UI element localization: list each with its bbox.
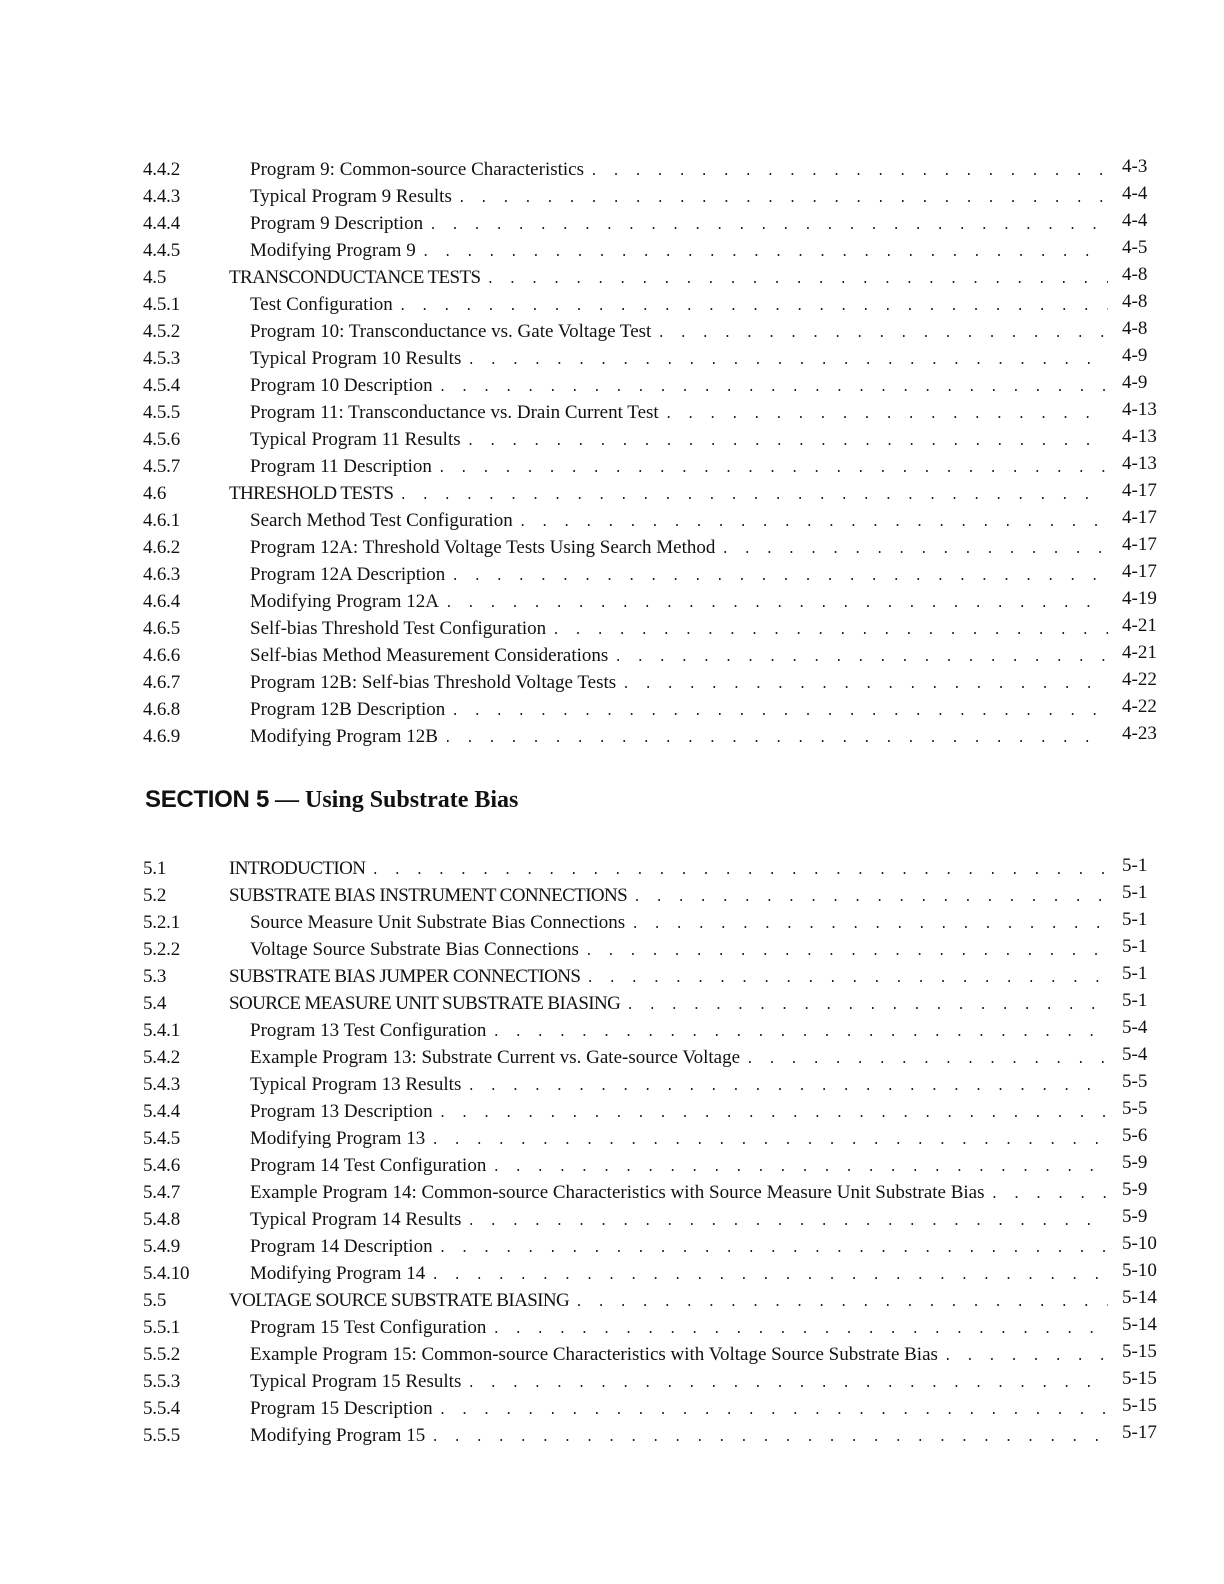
dot-leader (399, 293, 1108, 318)
dot-leader (590, 158, 1108, 183)
dot-leader (614, 644, 1108, 669)
toc-entry-title: Typical Program 14 Results (250, 1206, 467, 1233)
dot-leader (665, 401, 1108, 426)
toc-entry-title: Program 15 Description (250, 1395, 439, 1422)
toc-entry (0, 1017, 1224, 1044)
toc-entry-number: 5.4.4 (143, 1101, 181, 1122)
toc-entry (0, 372, 1224, 399)
toc-entry-title-wrap (229, 990, 1108, 1017)
toc-entry-number: 5.4.3 (143, 1074, 181, 1095)
toc-entry (0, 1179, 1224, 1206)
toc-entry-page: 5-5 (1122, 1098, 1148, 1119)
toc-entry-title: Typical Program 11 Results (250, 426, 467, 453)
toc-entry-page: 5-10 (1122, 1233, 1157, 1254)
toc-entry-title-wrap (250, 1017, 1108, 1044)
toc-entry-title-wrap (250, 210, 1108, 237)
toc-entry-number: 4.5.6 (143, 429, 181, 450)
toc-entry-title-wrap (250, 1395, 1108, 1422)
toc-entry (0, 1395, 1224, 1422)
toc-entry-number: 4.4.2 (143, 159, 181, 180)
toc-entry (0, 426, 1224, 453)
toc-entry-number: 5.5.2 (143, 1344, 181, 1365)
dot-leader (439, 1397, 1108, 1422)
toc-entry-title: Self-bias Threshold Test Configuration (250, 615, 552, 642)
dot-leader (585, 938, 1108, 963)
toc-entry-title: Program 11: Transconductance vs. Drain Current Test (250, 399, 665, 426)
toc-entry-page: 5-9 (1122, 1206, 1148, 1227)
dot-leader (445, 590, 1108, 615)
toc-entry-title-wrap (250, 1314, 1108, 1341)
section-5-label: SECTION 5 (145, 786, 269, 813)
toc-entry-number: 5.4.7 (143, 1182, 181, 1203)
toc-entry (0, 183, 1224, 210)
toc-entry-title-wrap (250, 399, 1108, 426)
toc-entry-page: 5-1 (1122, 909, 1148, 930)
toc-entry-page: 5-15 (1122, 1395, 1157, 1416)
toc-entry-title-wrap (250, 1260, 1108, 1287)
dot-leader (633, 884, 1108, 909)
toc-entry-page: 4-23 (1122, 723, 1157, 744)
dot-leader (467, 1370, 1108, 1395)
toc-entry (0, 237, 1224, 264)
toc-entry-number: 4.5.5 (143, 402, 181, 423)
toc-entry (0, 990, 1224, 1017)
toc-entry-page: 5-15 (1122, 1341, 1157, 1362)
dot-leader (492, 1019, 1108, 1044)
toc-entry-title-wrap (250, 1098, 1108, 1125)
toc-entry-number: 4.6.2 (143, 537, 181, 558)
toc-entry-page: 5-1 (1122, 855, 1148, 876)
toc-entry (0, 1260, 1224, 1287)
toc-entry-number: 5.4.8 (143, 1209, 181, 1230)
toc-entry-title: Modifying Program 12B (250, 723, 444, 750)
toc-entry-page: 4-17 (1122, 480, 1157, 501)
toc-entry (0, 1044, 1224, 1071)
dot-leader (991, 1181, 1108, 1206)
dot-leader (399, 482, 1108, 507)
toc-entry-title-wrap (250, 237, 1108, 264)
dot-leader (586, 965, 1108, 990)
toc-entry-number: 4.5.1 (143, 294, 181, 315)
toc-entry-title: Typical Program 9 Results (250, 183, 458, 210)
toc-entry-number: 5.3 (143, 966, 167, 987)
toc-entry-title-wrap (250, 1368, 1108, 1395)
toc-entry (0, 615, 1224, 642)
dot-leader (451, 698, 1108, 723)
toc-entry-number: 4.6.5 (143, 618, 181, 639)
dot-leader (467, 1208, 1108, 1233)
toc-entry-number: 5.5.5 (143, 1425, 181, 1446)
toc-entry-title: TRANSCONDUCTANCE TESTS (229, 264, 486, 291)
toc-entry-title-wrap (250, 588, 1108, 615)
dot-leader (746, 1046, 1108, 1071)
toc-entry-title: Modifying Program 9 (250, 237, 422, 264)
toc-entry-page: 4-8 (1122, 264, 1148, 285)
toc-entry-title: SUBSTRATE BIAS JUMPER CONNECTIONS (229, 963, 586, 990)
dot-leader (944, 1343, 1108, 1368)
toc-entry (0, 1152, 1224, 1179)
section-5-dash: — (275, 787, 299, 813)
toc-entry-title: Typical Program 15 Results (250, 1368, 467, 1395)
toc-entry-title: Example Program 14: Common-source Characteristics with Source Measure Unit Substrate Bias (250, 1179, 991, 1206)
toc-entry-title: Voltage Source Substrate Bias Connections (250, 936, 585, 963)
toc-entry-title-wrap (229, 963, 1108, 990)
toc-entry (0, 963, 1224, 990)
toc-entry-number: 5.4.5 (143, 1128, 181, 1149)
toc-entry-page: 4-3 (1122, 156, 1148, 177)
toc-entry-title-wrap (250, 345, 1108, 372)
toc-entry-page: 5-9 (1122, 1152, 1148, 1173)
toc-entry (0, 1314, 1224, 1341)
toc-entry-title-wrap (250, 615, 1108, 642)
toc-entry-title: Program 13 Test Configuration (250, 1017, 492, 1044)
toc-entry-title-wrap (250, 1125, 1108, 1152)
toc-entry-number: 5.4.1 (143, 1020, 181, 1041)
toc-entry (0, 1098, 1224, 1125)
toc-entry-title-wrap (229, 855, 1108, 882)
dot-leader (626, 992, 1108, 1017)
dot-leader (431, 1424, 1108, 1449)
toc-entry-title: THRESHOLD TESTS (229, 480, 399, 507)
toc-entry-number: 5.2 (143, 885, 167, 906)
toc-entry-page: 4-9 (1122, 372, 1148, 393)
toc-entry-title: Program 10: Transconductance vs. Gate Voltage Test (250, 318, 657, 345)
toc-entry-number: 5.4.6 (143, 1155, 181, 1176)
dot-leader (458, 185, 1108, 210)
toc-entry-title: Example Program 15: Common-source Characteristics with Voltage Source Substrate Bias (250, 1341, 944, 1368)
toc-entry-title: INTRODUCTION (229, 855, 371, 882)
toc-entry-page: 5-17 (1122, 1422, 1157, 1443)
toc-entry-title-wrap (250, 372, 1108, 399)
toc-entry (0, 507, 1224, 534)
dot-leader (721, 536, 1108, 561)
toc-entry-title-wrap (250, 291, 1108, 318)
toc-entry-page: 4-13 (1122, 399, 1157, 420)
toc-entry-number: 5.4.9 (143, 1236, 181, 1257)
toc-entry-page: 5-5 (1122, 1071, 1148, 1092)
toc-entry-page: 4-21 (1122, 615, 1157, 636)
toc-entry-title-wrap (250, 1152, 1108, 1179)
toc-entry-number: 4.5.3 (143, 348, 181, 369)
toc-entry-page: 4-17 (1122, 507, 1157, 528)
dot-leader (492, 1316, 1108, 1341)
toc-entry-number: 4.4.3 (143, 186, 181, 207)
dot-leader (492, 1154, 1108, 1179)
toc-entry-number: 5.5.1 (143, 1317, 181, 1338)
dot-leader (486, 266, 1108, 291)
toc-entry-title: Search Method Test Configuration (250, 507, 519, 534)
toc-entry-title: Program 15 Test Configuration (250, 1314, 492, 1341)
toc-entry-title-wrap (250, 507, 1108, 534)
toc-entry-number: 5.1 (143, 858, 167, 879)
toc-entry-title-wrap (250, 1206, 1108, 1233)
toc-entry-title: Program 12A: Threshold Voltage Tests Using Search Method (250, 534, 721, 561)
toc-entry-page: 4-4 (1122, 210, 1148, 231)
toc-entry-number: 5.5.3 (143, 1371, 181, 1392)
toc-entry (0, 534, 1224, 561)
toc-entry (0, 264, 1224, 291)
toc-entry-title-wrap (250, 453, 1108, 480)
toc-entry-page: 5-14 (1122, 1287, 1157, 1308)
toc-entry-number: 5.4.2 (143, 1047, 181, 1068)
toc-entry (0, 669, 1224, 696)
toc-entry-title: Source Measure Unit Substrate Bias Connections (250, 909, 631, 936)
dot-leader (467, 1073, 1108, 1098)
toc-entry-page: 5-6 (1122, 1125, 1148, 1146)
toc-entry-number: 4.4.4 (143, 213, 181, 234)
toc-entry-page: 5-10 (1122, 1260, 1157, 1281)
toc-entry-number: 5.5 (143, 1290, 167, 1311)
toc-entry-title: VOLTAGE SOURCE SUBSTRATE BIASING (229, 1287, 575, 1314)
dot-leader (431, 1127, 1108, 1152)
toc-entry-number: 4.6.9 (143, 726, 181, 747)
toc-entry-title: Self-bias Method Measurement Considerations (250, 642, 614, 669)
toc-entry (0, 1071, 1224, 1098)
toc-section-4-continued (0, 156, 1224, 750)
toc-entry-number: 4.6.1 (143, 510, 181, 531)
toc-entry-title: SOURCE MEASURE UNIT SUBSTRATE BIASING (229, 990, 626, 1017)
toc-entry-page: 4-22 (1122, 696, 1157, 717)
toc-entry-number: 5.2.1 (143, 912, 181, 933)
dot-leader (519, 509, 1108, 534)
toc-entry-number: 4.6.6 (143, 645, 181, 666)
section-5-heading (145, 786, 518, 814)
toc-entry-title: Typical Program 10 Results (250, 345, 467, 372)
toc-entry-page: 4-19 (1122, 588, 1157, 609)
toc-entry-page: 4-17 (1122, 561, 1157, 582)
toc-entry-title: Program 9: Common-source Characteristics (250, 156, 590, 183)
dot-leader (371, 857, 1108, 882)
dot-leader (431, 1262, 1108, 1287)
toc-entry-page: 4-17 (1122, 534, 1157, 555)
toc-section-5 (0, 855, 1224, 1449)
toc-entry (0, 882, 1224, 909)
toc-entry-title-wrap (250, 909, 1108, 936)
toc-entry (0, 318, 1224, 345)
toc-entry-number: 4.6.8 (143, 699, 181, 720)
toc-entry-title: Program 14 Test Configuration (250, 1152, 492, 1179)
toc-entry-number: 4.6.3 (143, 564, 181, 585)
toc-entry-number: 4.6.7 (143, 672, 181, 693)
toc-entry-title-wrap (250, 156, 1108, 183)
toc-entry (0, 210, 1224, 237)
toc-entry (0, 1422, 1224, 1449)
dot-leader (657, 320, 1108, 345)
toc-entry (0, 909, 1224, 936)
toc-entry-title: Modifying Program 13 (250, 1125, 431, 1152)
toc-entry-title: Program 9 Description (250, 210, 429, 237)
toc-entry-title: Modifying Program 14 (250, 1260, 431, 1287)
toc-entry-number: 5.5.4 (143, 1398, 181, 1419)
toc-entry-page: 5-9 (1122, 1179, 1148, 1200)
toc-entry-title-wrap (250, 936, 1108, 963)
toc-entry-number: 5.4 (143, 993, 167, 1014)
dot-leader (451, 563, 1108, 588)
dot-leader (575, 1289, 1108, 1314)
toc-entry-title: Modifying Program 15 (250, 1422, 431, 1449)
toc-entry (0, 588, 1224, 615)
toc-entry (0, 1206, 1224, 1233)
toc-entry-title-wrap (229, 1287, 1108, 1314)
toc-entry-page: 5-15 (1122, 1368, 1157, 1389)
dot-leader (631, 911, 1108, 936)
toc-entry-page: 5-4 (1122, 1044, 1148, 1065)
toc-entry-title-wrap (250, 183, 1108, 210)
toc-entry-number: 4.5.7 (143, 456, 181, 477)
dot-leader (439, 1100, 1108, 1125)
toc-entry-number: 4.6.4 (143, 591, 181, 612)
toc-entry-page: 4-8 (1122, 318, 1148, 339)
toc-entry (0, 156, 1224, 183)
toc-entry-page: 4-8 (1122, 291, 1148, 312)
toc-entry-title: Program 14 Description (250, 1233, 439, 1260)
toc-entry-title-wrap (229, 882, 1108, 909)
toc-entry-title: Program 12B Description (250, 696, 451, 723)
toc-entry (0, 561, 1224, 588)
toc-entry-number: 4.4.5 (143, 240, 181, 261)
toc-entry (0, 453, 1224, 480)
toc-entry (0, 1287, 1224, 1314)
toc-entry-title: Example Program 13: Substrate Current vs. Gate-source Voltage (250, 1044, 746, 1071)
toc-entry-title-wrap (229, 264, 1108, 291)
dot-leader (422, 239, 1108, 264)
toc-entry-title-wrap (229, 480, 1108, 507)
toc-entry (0, 291, 1224, 318)
toc-entry (0, 855, 1224, 882)
toc-entry-title-wrap (250, 723, 1108, 750)
toc-entry-title-wrap (250, 1179, 1108, 1206)
toc-entry-title-wrap (250, 1044, 1108, 1071)
toc-entry-title-wrap (250, 669, 1108, 696)
toc-entry-number: 4.5.2 (143, 321, 181, 342)
toc-entry-page: 5-4 (1122, 1017, 1148, 1038)
toc-entry (0, 399, 1224, 426)
toc-entry-title-wrap (250, 1341, 1108, 1368)
toc-entry-title-wrap (250, 696, 1108, 723)
toc-entry-title-wrap (250, 1233, 1108, 1260)
toc-entry-page: 4-13 (1122, 453, 1157, 474)
toc-entry-title: Program 12A Description (250, 561, 451, 588)
dot-leader (467, 347, 1108, 372)
toc-entry-title: Modifying Program 12A (250, 588, 445, 615)
toc-entry (0, 480, 1224, 507)
toc-entry (0, 1125, 1224, 1152)
section-5-title: Using Substrate Bias (305, 787, 519, 813)
toc-entry-page: 5-1 (1122, 882, 1148, 903)
toc-entry (0, 1341, 1224, 1368)
toc-entry-page: 4-13 (1122, 426, 1157, 447)
toc-entry-title: Typical Program 13 Results (250, 1071, 467, 1098)
dot-leader (444, 725, 1108, 750)
toc-entry (0, 642, 1224, 669)
toc-entry-page: 5-14 (1122, 1314, 1157, 1335)
toc-entry (0, 1368, 1224, 1395)
toc-entry-title: Test Configuration (250, 291, 399, 318)
toc-entry-title-wrap (250, 642, 1108, 669)
dot-leader (552, 617, 1108, 642)
toc-entry-page: 5-1 (1122, 936, 1148, 957)
toc-entry-title-wrap (250, 1422, 1108, 1449)
toc-entry-title-wrap (250, 318, 1108, 345)
toc-entry (0, 936, 1224, 963)
toc-entry-page: 4-4 (1122, 183, 1148, 204)
toc-entry-page: 5-1 (1122, 990, 1148, 1011)
dot-leader (439, 1235, 1108, 1260)
toc-entry-title: Program 12B: Self-bias Threshold Voltage Tests (250, 669, 622, 696)
toc-entry-number: 4.5 (143, 267, 167, 288)
toc-entry-title: Program 11 Description (250, 453, 438, 480)
toc-entry-number: 4.5.4 (143, 375, 181, 396)
toc-entry-number: 5.4.10 (143, 1263, 190, 1284)
toc-entry-page: 4-21 (1122, 642, 1157, 663)
dot-leader (429, 212, 1108, 237)
toc-entry (0, 345, 1224, 372)
toc-entry (0, 723, 1224, 750)
toc-entry-page: 4-9 (1122, 345, 1148, 366)
toc-entry-number: 4.6 (143, 483, 167, 504)
toc-entry-number: 5.2.2 (143, 939, 181, 960)
dot-leader (439, 374, 1108, 399)
toc-entry-title: Program 13 Description (250, 1098, 439, 1125)
toc-entry-page: 4-22 (1122, 669, 1157, 690)
dot-leader (622, 671, 1108, 696)
toc-entry-title-wrap (250, 1071, 1108, 1098)
toc-entry-page: 4-5 (1122, 237, 1148, 258)
toc-entry-title-wrap (250, 561, 1108, 588)
toc-entry-title: Program 10 Description (250, 372, 439, 399)
toc-entry (0, 696, 1224, 723)
toc-entry-page: 5-1 (1122, 963, 1148, 984)
dot-leader (467, 428, 1108, 453)
toc-entry-title-wrap (250, 534, 1108, 561)
toc-entry-title-wrap (250, 426, 1108, 453)
toc-entry (0, 1233, 1224, 1260)
toc-entry-title: SUBSTRATE BIAS INSTRUMENT CONNECTIONS (229, 882, 633, 909)
dot-leader (438, 455, 1108, 480)
